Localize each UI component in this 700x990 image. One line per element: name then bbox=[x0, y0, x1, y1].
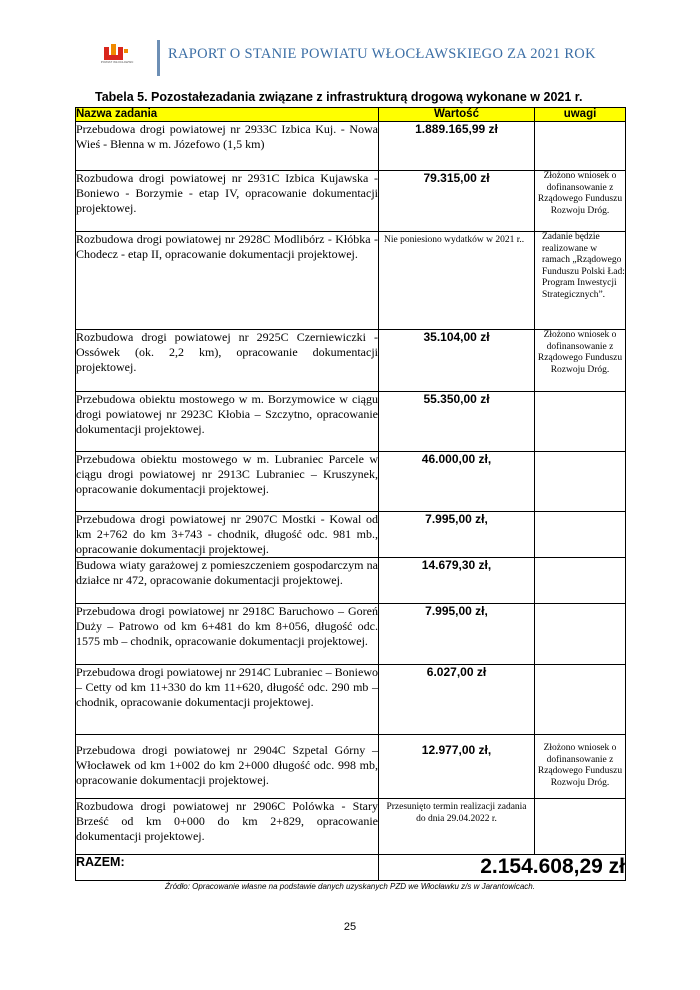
remarks-cell: Zadanie będzie realizowane w ramach „Rządowego Funduszu Polski Ład: Program Inwestycji Strategicznych”. bbox=[535, 232, 626, 330]
task-cell: Rozbudowa drogi powiatowej nr 2925C Czerniewiczki - Ossówek (ok. 2,2 km), opracowanie dokumentacji projektowej. bbox=[76, 330, 379, 392]
table-row bbox=[76, 232, 626, 330]
task-cell: Rozbudowa drogi powiatowej nr 2931C Izbica Kujawska - Boniewo - Borzymie - etap IV, opracowanie dokumentacji projektowej. bbox=[76, 171, 379, 232]
value-cell: 14.679,30 zł, bbox=[379, 558, 535, 604]
remarks-cell: Złożono wniosek o dofinansowanie z Rządowego Funduszu Rozwoju Dróg. bbox=[535, 330, 626, 392]
remarks-cell bbox=[535, 392, 626, 452]
value-cell: 1.889.165,99 zł bbox=[379, 122, 535, 171]
header-task: Nazwa zadania bbox=[76, 108, 379, 122]
page-header bbox=[0, 0, 700, 80]
table-row bbox=[76, 171, 626, 232]
powiat-logo-icon bbox=[104, 44, 128, 60]
table-row bbox=[76, 330, 626, 392]
logo-caption: POWIAT WŁOCŁAWSKI bbox=[100, 60, 134, 64]
task-cell: Rozbudowa drogi powiatowej nr 2928C Modlibórz - Kłóbka - Chodecz - etap II, opracowanie dokumentacji projektowej. bbox=[76, 232, 379, 330]
task-cell: Przebudowa drogi powiatowej nr 2904C Szpetal Górny – Włocławek od km 1+002 do km 2+000 długość odc. 998 mb, opracowanie dokumentacji projektowej. bbox=[76, 735, 379, 799]
remarks-cell bbox=[535, 512, 626, 558]
value-cell: 6.027,00 zł bbox=[379, 665, 535, 735]
report-title: RAPORT O STANIE POWIATU WŁOCŁAWSKIEGO ZA 2021 ROK bbox=[168, 46, 596, 62]
value-cell: 7.995,00 zł, bbox=[379, 604, 535, 665]
table-row bbox=[76, 122, 626, 171]
value-cell: 12.977,00 zł, bbox=[379, 735, 535, 799]
header-remarks: uwagi bbox=[535, 108, 626, 122]
powiat-logo bbox=[100, 44, 134, 70]
value-cell: Nie poniesiono wydatków w 2021 r.. bbox=[379, 232, 535, 330]
task-cell: Budowa wiaty garażowej z pomieszczeniem gospodarczym na działce nr 472, opracowanie dokumentacji projektowej. bbox=[76, 558, 379, 604]
value-cell: Przesunięto termin realizacji zadania do dnia 29.04.2022 r. bbox=[379, 799, 535, 855]
total-row bbox=[76, 855, 626, 881]
header-divider bbox=[157, 40, 160, 76]
table-row bbox=[76, 665, 626, 735]
table-row bbox=[76, 452, 626, 512]
remarks-cell bbox=[535, 604, 626, 665]
road-tasks-table bbox=[75, 107, 626, 881]
header-value: Wartość bbox=[379, 108, 535, 122]
remarks-cell bbox=[535, 799, 626, 855]
table-row bbox=[76, 735, 626, 799]
remarks-cell bbox=[535, 558, 626, 604]
total-label: RAZEM: bbox=[76, 855, 379, 881]
table-row bbox=[76, 512, 626, 558]
task-cell: Przebudowa drogi powiatowej nr 2933C Izbica Kuj. - Nowa Wieś - Błenna w m. Józefowo (1,5 km) bbox=[76, 122, 379, 171]
page-number: 25 bbox=[343, 921, 357, 933]
remarks-cell bbox=[535, 452, 626, 512]
value-cell: 7.995,00 zł, bbox=[379, 512, 535, 558]
source-note: Źródło: Opracowanie własne na podstawie danych uzyskanych PZD we Włocławku z/s w Jarantowicach. bbox=[165, 882, 535, 891]
task-cell: Przebudowa drogi powiatowej nr 2918C Baruchowo – Goreń Duży – Patrowo od km 6+481 do km 8+056, długość odc. 1575 mb – chodnik, opracowanie dokumentacji projektowej. bbox=[76, 604, 379, 665]
value-cell: 35.104,00 zł bbox=[379, 330, 535, 392]
table-header-row bbox=[76, 108, 626, 122]
table-row bbox=[76, 604, 626, 665]
total-value: 2.154.608,29 zł bbox=[379, 855, 626, 881]
value-cell: 55.350,00 zł bbox=[379, 392, 535, 452]
table-row bbox=[76, 392, 626, 452]
table-caption: Tabela 5. Pozostałezadania związane z infrastrukturą drogową wykonane w 2021 r. bbox=[95, 90, 583, 104]
task-cell: Rozbudowa drogi powiatowej nr 2906C Polówka - Stary Brześć od km 0+000 do km 2+829, opracowanie dokumentacji projektowej. bbox=[76, 799, 379, 855]
table-row bbox=[76, 799, 626, 855]
remarks-cell bbox=[535, 122, 626, 171]
remarks-cell: Złożono wniosek o dofinansowanie z Rządowego Funduszu Rozwoju Dróg. bbox=[535, 735, 626, 799]
remarks-cell: Złożono wniosek o dofinansowanie z Rządowego Funduszu Rozwoju Dróg. bbox=[535, 171, 626, 232]
remarks-cell bbox=[535, 665, 626, 735]
task-cell: Przebudowa obiektu mostowego w m. Borzymowice w ciągu drogi powiatowej nr 2923C Kłobia – Szczytno, opracowanie dokumentacji projektowej. bbox=[76, 392, 379, 452]
value-cell: 79.315,00 zł bbox=[379, 171, 535, 232]
task-cell: Przebudowa obiektu mostowego w m. Lubraniec Parcele w ciągu drogi powiatowej nr 2913C Lubraniec – Kruszynek, opracowanie dokumentacji projektowej. bbox=[76, 452, 379, 512]
task-cell: Przebudowa drogi powiatowej nr 2907C Mostki - Kowal od km 2+762 do km 3+743 - chodnik, długość odc. 981 mb., opracowanie dokumentacji projektowej. bbox=[76, 512, 378, 556]
value-cell: 46.000,00 zł, bbox=[379, 452, 535, 512]
task-cell: Przebudowa drogi powiatowej nr 2914C Lubraniec – Boniewo – Cetty od km 11+330 do km 11+620, długość odc. 290 mb – chodnik, opracowanie dokumentacji projektowej. bbox=[76, 665, 379, 735]
table-row bbox=[76, 558, 626, 604]
